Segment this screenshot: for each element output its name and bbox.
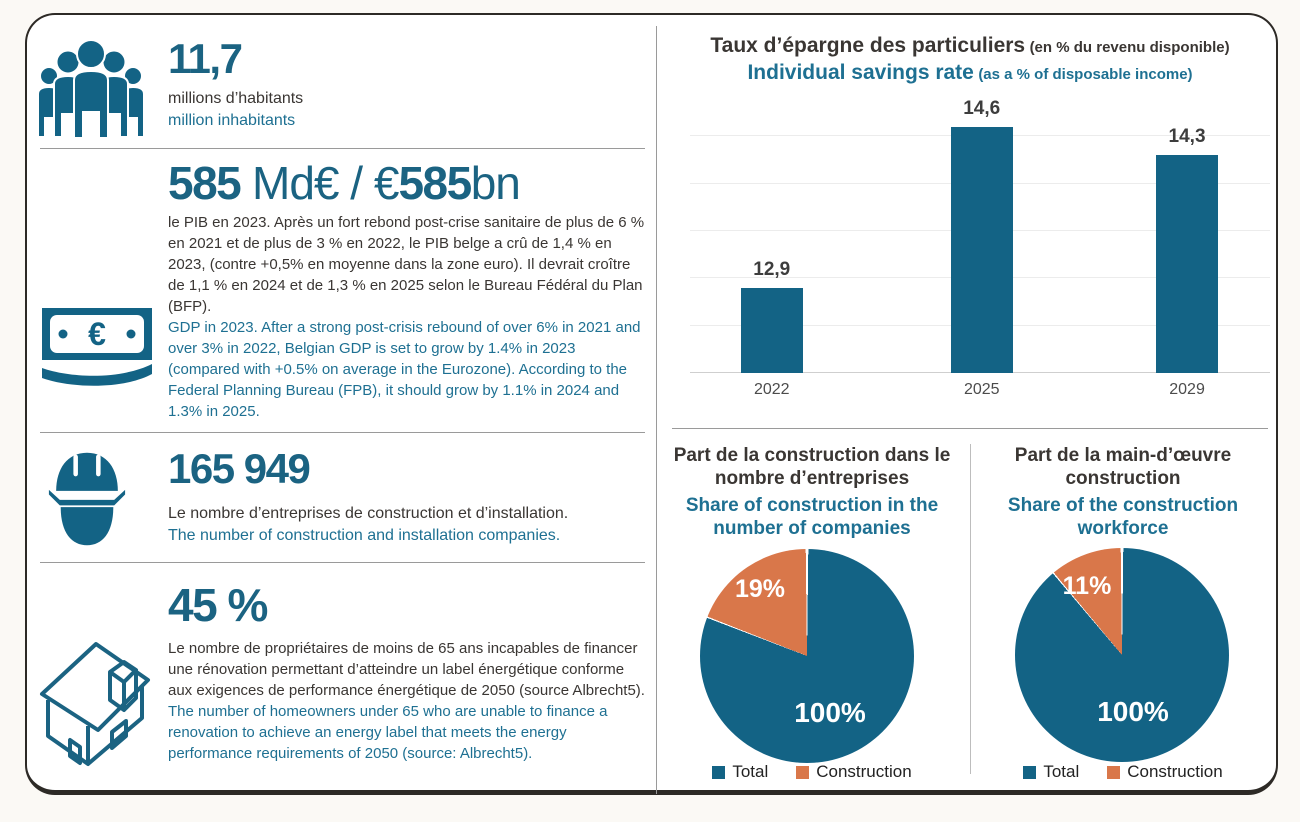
legend-item-construction [1107,762,1222,782]
companies-caption-en: The number of construction and installation companies. [168,527,561,544]
legend-label-construction: Construction [1127,762,1223,781]
x-axis-tick-label: 2022 [753,381,790,398]
bar-chart-title-en-main: Individual savings rate [747,61,974,84]
bar-value-label: 12,9 [753,258,791,280]
bar-chart-title-en [660,61,1280,85]
gdp-value-light-2: bn [470,157,520,209]
gdp-paragraph [168,212,650,422]
people-group-icon [38,40,144,145]
gdp-value [168,157,520,209]
companies-pie-chart [700,549,914,763]
pie2-title-en: Share of the construction workforce [1007,495,1239,539]
x-axis-tick-label: 2029 [1169,381,1205,398]
pie1-title-fr: Part de la construction dans le nombre d’entreprises [673,445,951,489]
x-axis-tick-label: 2025 [963,381,1000,398]
pie2-construction-label: 11% [1062,572,1112,600]
pie1-legend [664,762,960,782]
total-swatch-icon [712,766,725,779]
gdp-text-en: GDP in 2023. After a strong post-crisis rebound of over 6% in 2021 and over 3% in 2022, Belgian GDP is set to grow by 1.4% in 2023 (compared with +0.5% on average in the Eurozone). According to the Federal Planning Bureau (FPB), it should grow by 1.1% in 2024 and 1.3% in 2025. [168,319,641,420]
legend-label-total: Total [1043,762,1080,781]
companies-value: 165 949 [168,445,310,492]
pie2-title-fr: Part de la main-d’œuvre construction [1014,445,1232,489]
pie1-title-en: Share of construction in the number of companies [685,495,939,539]
pie1-total-label: 100% [794,697,866,728]
gdp-value-bold-2: 585 [398,157,471,209]
construction-swatch-icon [1107,766,1120,779]
pie2-total-label: 100% [1097,696,1169,727]
bar-value-label: 14,3 [1168,126,1206,148]
legend-item-total [712,762,768,782]
gdp-value-bold-1: 585 [168,157,241,209]
divider [40,562,645,563]
gdp-value-light-1: Md€ / € [240,157,399,209]
pie1-construction-label: 19% [734,575,786,603]
population-value: 11,7 [168,35,242,82]
pie2-legend [975,762,1271,782]
renovation-text-en: The number of homeowners under 65 who are unable to finance a renovation to achieve an energy label that meets the energy performance requirements of 2050 (source: Albrecht5). [168,703,608,762]
bar-chart-title-fr-main: Taux d’épargne des particuliers [710,34,1026,57]
divider [672,428,1268,429]
bar-2029 [1156,155,1218,373]
population-caption-fr: millions d’habitants [168,90,304,107]
bar-2025 [951,127,1013,373]
renovation-text-fr: Le nombre de propriétaires de moins de 65 ans incapables de financer une rénovation permettant d’atteindre un label énergétique conforme aux exigences de performance énergétique de 2050 (source Albrecht5). [168,640,645,699]
workforce-pie-chart [1015,548,1229,762]
bar-2022 [741,288,803,373]
companies-caption-fr: Le nombre d’entreprises de construction et d’installation. [168,505,569,522]
savings-rate-bar-chart [690,89,1270,398]
population-caption-en: million inhabitants [168,112,296,129]
house-icon [34,628,156,785]
legend-item-construction [796,762,911,782]
legend-item-total [1023,762,1079,782]
bar-value-label: 14,6 [963,97,1001,119]
bar-chart-title-fr-note: (en % du revenu disponible) [1029,39,1230,56]
renovation-value: 45 % [168,579,267,631]
legend-label-construction: Construction [816,762,912,781]
renovation-paragraph [168,638,650,764]
divider [40,432,645,433]
legend-label-total: Total [732,762,769,781]
banknote-icon [42,308,154,393]
total-swatch-icon [1023,766,1036,779]
hard-hat-icon [48,450,126,553]
divider [970,444,971,774]
divider [656,26,657,794]
divider [40,148,645,149]
svg-text:€: € [88,316,106,352]
gdp-text-fr: le PIB en 2023. Après un fort rebond post-crise sanitaire de plus de 6 % en 2021 et de plus de 3 % en 2022, le PIB belge a crû de 1,4 % en 2023, (contre +0,5% en moyenne dans la zone euro). Il devrait croître de 1,1 % en 2024 et de 1,3 % en 2025 selon le Bureau Fédéral du Plan (BFP). [168,214,645,315]
construction-swatch-icon [796,766,809,779]
bar-chart-title-en-note: (as a % of disposable income) [978,66,1193,83]
bar-chart-title-fr [660,34,1280,58]
